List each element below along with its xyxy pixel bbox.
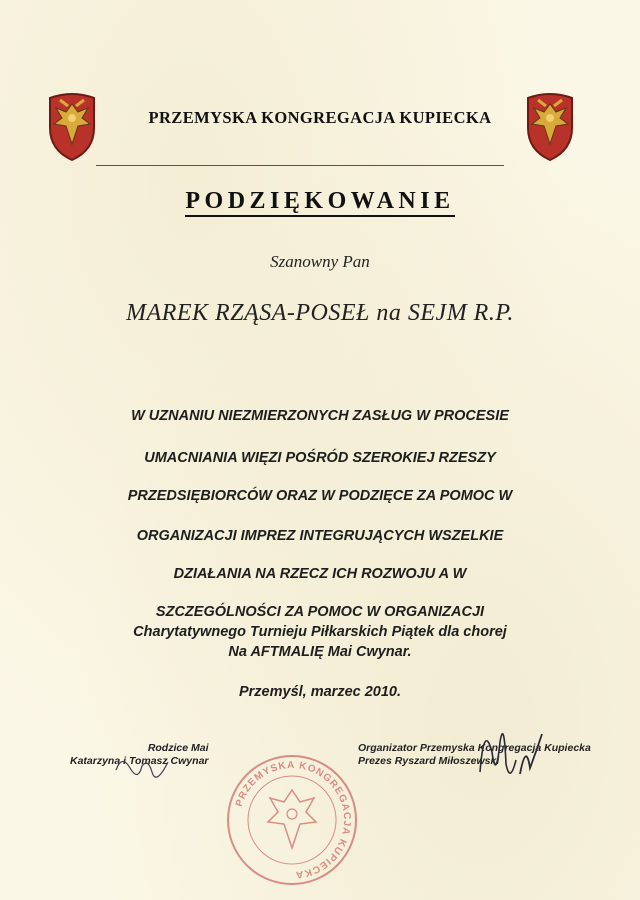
organization-title: PRZEMYSKA KONGREGACJA KUPIECKA [148, 108, 492, 127]
handwritten-signature-left [112, 748, 172, 782]
body-line-1: W UZNANIU NIEZMIERZONYCH ZASŁUG W PROCESIE [131, 408, 509, 424]
stamp-text-path: PRZEMYSKA KONGREGACJA KUPIECKA [233, 759, 353, 881]
official-stamp [222, 750, 362, 890]
body-line-2: UMACNIANIA WIĘZI POŚRÓD SZEROKIEJ RZESZY [144, 450, 496, 466]
document-title [0, 188, 640, 215]
stamp-text [234, 760, 352, 880]
place-and-date: Przemyśl, marzec 2010. [238, 684, 402, 700]
recipient-name: MAREK RZĄSA-POSEŁ na SEJM R.P. [126, 300, 514, 326]
signature-left-line1: Rodzice Mai [147, 742, 209, 754]
signature-right-line1: Organizator Przemyska Kongregacja Kupiecka [358, 742, 591, 754]
salutation: Szanowny Pan [270, 252, 370, 271]
signature-left-line2: Katarzyna i Tomasz Cwynar [70, 755, 209, 767]
handwritten-signature-right [470, 712, 550, 792]
coat-of-arms-icon [522, 88, 578, 162]
document-title-text: PODZIĘKOWANIE [185, 188, 454, 217]
body-line-5: DZIAŁANIA NA RZECZ ICH ROZWOJU A W [173, 566, 467, 582]
body-line-3: PRZEDSIĘBIORCÓW ORAZ W PODZIĘCE ZA POMOC W [127, 488, 513, 504]
header-divider [96, 165, 504, 166]
coat-of-arms-icon [44, 88, 100, 162]
body-line-6: SZCZEGÓLNOŚCI ZA POMOC W ORGANIZACJI [155, 604, 485, 620]
body-line-7: Charytatywnego Turnieju Piłkarskich Piątek dla chorej [133, 624, 507, 640]
body-line-4: ORGANIZACJI IMPREZ INTEGRUJĄCYCH WSZELKIE [136, 528, 504, 544]
signature-right-line2: Prezes Ryszard Miłoszewski [358, 755, 500, 767]
body-line-8: Na AFTMALIĘ Mai Cwynar. [228, 644, 412, 660]
